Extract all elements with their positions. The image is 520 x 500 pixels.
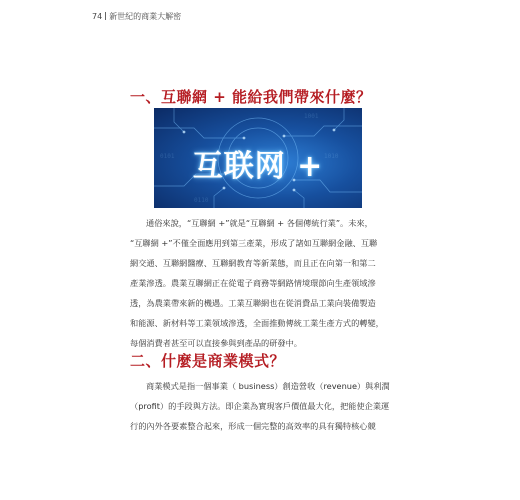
section-title-2: 二、什麼是商業模式？ — [130, 352, 286, 370]
paragraph-line: 產業滲透。農業互聯網正在從電子商務等網路情境環節向生產領域滲 — [130, 278, 376, 288]
svg-text:1010: 1010 — [324, 153, 339, 160]
header-separator — [105, 12, 106, 20]
page-number: 74 — [92, 12, 103, 21]
paragraph-line: 通俗來說，“互聯網 +”就是“互聯網 + 各個傳統行業”。未來， — [146, 218, 373, 228]
paragraph-line: 和能源、新材料等工業領域滲透，全面推動傳統工業生產方式的轉變， — [130, 318, 384, 328]
svg-text:0101: 0101 — [160, 153, 175, 160]
paragraph-line: 網交通、互聯網醫療、互聯網教育等新業態，而且正在向第一和第二 — [130, 258, 376, 268]
running-header — [92, 11, 181, 22]
paragraph-line: （profit）的手段與方法。即企業為實現客戶價值最大化，把能使企業運 — [130, 401, 390, 411]
paragraph-line: “互聯網 +”不僅全面應用到第三產業，形成了諸如互聯網金融、互聯 — [130, 238, 378, 248]
paragraph-line: 商業模式是指一個事業（ business）創造營收（revenue）與利潤 — [146, 381, 390, 391]
svg-text:1001: 1001 — [304, 113, 319, 120]
internet-plus-illustration — [154, 108, 362, 208]
section-1-paragraph — [130, 213, 392, 353]
section-title-1: 一、互聯網 + 能給我們帶來什麼？ — [130, 88, 372, 106]
paragraph-line: 每個消費者甚至可以直接參與到產品的研發中。 — [130, 338, 302, 348]
illustration-caption: 互联网 + — [192, 149, 324, 184]
paragraph-line: 透，為農業帶來新的機遇。工業互聯網也在從消費品工業向裝備製造 — [130, 298, 376, 308]
paragraph-line: 行的內外各要素整合起來，形成一個完整的高效率的具有獨特核心競 — [130, 421, 376, 431]
book-title: 新世紀的商業大解密 — [109, 12, 182, 21]
svg-text:0110: 0110 — [194, 197, 209, 204]
section-2-paragraph — [130, 376, 392, 436]
